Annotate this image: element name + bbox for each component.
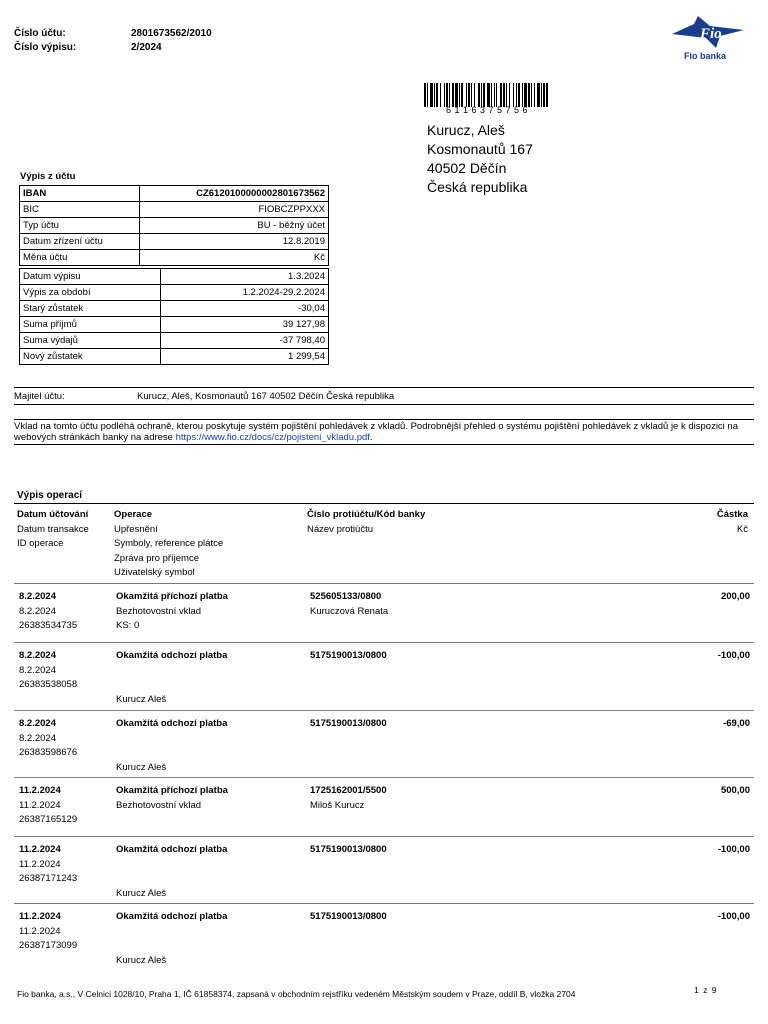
- account-info-value: FIOBCZPPXXX: [140, 202, 329, 218]
- transaction-detail-line: [116, 858, 227, 873]
- transaction-operation: [116, 910, 227, 968]
- transaction-dates: [19, 717, 77, 761]
- transaction-date: 8.2.2024: [19, 732, 56, 744]
- summary-label: Suma příjmů: [20, 317, 161, 333]
- barcode: [424, 83, 612, 107]
- transaction-type: Okamžitá příchozí platba: [116, 591, 228, 602]
- header-booking-date: Datum účtování: [17, 509, 89, 520]
- fio-logo: [670, 12, 746, 64]
- transaction-counterparty: [310, 717, 387, 732]
- account-box-title: Výpis z účtu: [20, 171, 76, 182]
- summary-label: Starý zůstatek: [20, 301, 161, 317]
- account-info-value: CZ6120100000002801673562: [140, 186, 329, 202]
- header-user-symbol: Uživatelský symbol: [114, 567, 195, 578]
- summary-value: 1 299,54: [160, 349, 328, 365]
- recipient-street: Kosmonautů 167: [427, 141, 533, 157]
- recipient-name: Kurucz, Aleš: [427, 122, 505, 138]
- account-info-value: BU - běžný účet: [140, 218, 329, 234]
- transaction-counterparty: [310, 843, 387, 858]
- account-info-label: Typ účtu: [20, 218, 140, 234]
- owner-label: Majitel účtu:: [14, 391, 65, 402]
- transaction-dates: [19, 784, 77, 828]
- transaction-detail-line: [116, 664, 227, 679]
- transaction-amount: 500,00: [720, 785, 750, 796]
- notice-top-divider: [14, 419, 754, 420]
- transaction-counter-account: 525605133/0800: [310, 591, 382, 602]
- fio-logo-icon: [670, 12, 746, 52]
- transaction-id: 26383538058: [19, 679, 78, 690]
- notice-text-end: .: [369, 432, 373, 443]
- transaction-detail-line: Bezhotovostní vklad: [116, 605, 202, 617]
- transaction-amount: 200,00: [720, 591, 750, 602]
- transaction-dates: [19, 843, 77, 887]
- deposit-insurance-notice: [14, 421, 754, 443]
- statement-summary-table: [19, 268, 329, 365]
- header-counter-account: Číslo protiúčtu/Kód banky: [307, 509, 426, 520]
- account-number-value: 2801673562/2010: [131, 28, 212, 39]
- transaction-dates: [19, 649, 77, 693]
- transaction-operation: [116, 649, 227, 707]
- transaction-detail-line: [116, 678, 227, 693]
- transaction-id: 26387173099: [19, 940, 78, 951]
- header-detail: Upřesnění: [114, 523, 158, 535]
- transaction-booking-date: 11.2.2024: [19, 911, 61, 922]
- header-message: Zpráva pro příjemce: [114, 552, 200, 564]
- summary-row: [20, 349, 329, 365]
- summary-row: [20, 333, 329, 349]
- transaction-date: 11.2.2024: [19, 858, 61, 870]
- transaction-detail-line: Bezhotovostní vklad: [116, 799, 202, 811]
- transaction-counter-account: 1725162001/5500: [310, 785, 387, 796]
- header-amount: Částka: [716, 509, 748, 520]
- transaction-booking-date: 8.2.2024: [19, 591, 56, 602]
- transaction-id: 26387165129: [19, 814, 78, 825]
- fio-logo-text: Fio: [700, 26, 722, 42]
- transaction-counterparty: [310, 649, 387, 664]
- transaction-counter-name: Miloš Kurucz: [310, 799, 365, 811]
- summary-value: -30,04: [160, 301, 328, 317]
- header-transaction-date: Datum transakce: [17, 523, 89, 535]
- account-info-row: [20, 186, 329, 202]
- page-number: 1 z 9: [694, 985, 718, 995]
- transaction-date: 8.2.2024: [19, 605, 56, 617]
- transaction-dates: [19, 590, 77, 634]
- account-info-label: Měna účtu: [20, 250, 140, 266]
- transaction-type: Okamžitá odchozí platba: [116, 650, 228, 661]
- header-col-amount: [717, 508, 748, 537]
- transaction-detail-line: [116, 732, 227, 747]
- summary-label: Výpis za období: [20, 285, 161, 301]
- summary-value: 1.2.2024-29.2.2024: [160, 285, 328, 301]
- transaction-operation: [116, 784, 228, 813]
- transaction-counter-account: 5175190013/0800: [310, 718, 387, 729]
- transaction-booking-date: 11.2.2024: [19, 785, 61, 796]
- header-col-operation: [114, 508, 223, 581]
- summary-label: Suma výdajů: [20, 333, 161, 349]
- transaction-booking-date: 11.2.2024: [19, 844, 61, 855]
- account-info-row: [20, 218, 329, 234]
- transaction-detail-line: [116, 872, 227, 887]
- transaction-amount: -100,00: [717, 844, 750, 855]
- summary-value: 1.3.2024: [160, 269, 328, 285]
- transaction-date: 11.2.2024: [19, 925, 61, 937]
- header-col-counterparty: [307, 508, 425, 537]
- transaction-type: Okamžitá příchozí platba: [116, 785, 228, 796]
- account-number-label: Číslo účtu:: [14, 28, 66, 39]
- notice-bottom-divider: [14, 444, 754, 445]
- account-info-label: Datum zřízení účtu: [20, 234, 140, 250]
- header-symbols: Symboly, reference plátce: [114, 538, 224, 549]
- recipient-city: 40502 Děčín: [427, 160, 507, 176]
- transaction-booking-date: 8.2.2024: [19, 650, 56, 661]
- recipient-address: [427, 121, 533, 197]
- header-operation: Operace: [114, 509, 153, 520]
- footer-text: Fio banka, a.s., V Celnici 1028/10, Praha 1, IČ 61858374, zapsaná v obchodním rejstříku vedeném Městským soudem v Praze, oddíl B, vložka 2704: [17, 989, 576, 999]
- statement-number-value: 2/2024: [131, 42, 162, 53]
- barcode-bars: [424, 83, 612, 107]
- account-info-value: 12.8.2019: [140, 234, 329, 250]
- operations-title: Výpis operací: [17, 490, 83, 501]
- account-info-label: BIC: [20, 202, 140, 218]
- transaction-counter-account: 5175190013/0800: [310, 844, 387, 855]
- header-operation-id: ID operace: [17, 538, 64, 549]
- transaction-detail-line: Kurucz Aleš: [116, 693, 167, 705]
- transaction-divider: [14, 777, 754, 778]
- transaction-detail-line: [116, 925, 227, 940]
- transaction-amount: -100,00: [717, 650, 750, 661]
- header-col-dates: [17, 508, 89, 552]
- transaction-type: Okamžitá odchozí platba: [116, 844, 228, 855]
- account-info-label: IBAN: [20, 186, 140, 202]
- transaction-id: 26383598676: [19, 747, 78, 758]
- transaction-counterparty: [310, 784, 387, 813]
- transaction-id: 26387171243: [19, 873, 78, 884]
- summary-row: [20, 317, 329, 333]
- operations-title-divider: [14, 503, 754, 504]
- transaction-amount: -100,00: [717, 911, 750, 922]
- header-currency: Kč: [736, 523, 748, 535]
- account-info-row: [20, 250, 329, 266]
- owner-top-divider: [14, 387, 754, 388]
- transaction-counterparty: [310, 910, 387, 925]
- owner-bottom-divider: [14, 404, 754, 405]
- transaction-date: 11.2.2024: [19, 799, 61, 811]
- summary-row: [20, 269, 329, 285]
- transaction-operation: [116, 843, 227, 901]
- transaction-detail-line: Kurucz Aleš: [116, 887, 167, 899]
- transaction-counter-account: 5175190013/0800: [310, 650, 387, 661]
- recipient-country: Česká republika: [427, 179, 528, 195]
- insurance-link[interactable]: https://www.fio.cz/docs/cz/pojisteni_vkladu.pdf: [175, 432, 370, 443]
- transaction-detail-line: [116, 746, 227, 761]
- summary-label: Nový zůstatek: [20, 349, 161, 365]
- header-counter-name: Název protiúčtu: [307, 523, 374, 535]
- transaction-counter-account: 5175190013/0800: [310, 911, 387, 922]
- transaction-divider: [14, 710, 754, 711]
- account-info-value: Kč: [140, 250, 329, 266]
- owner-value: Kurucz, Aleš, Kosmonautů 167 40502 Děčín Česká republika: [137, 391, 395, 402]
- transaction-operation: [116, 590, 228, 634]
- transaction-id: 26383534735: [19, 620, 78, 631]
- summary-value: -37 798,40: [160, 333, 328, 349]
- barcode-digits: 6 1 1 6 3 7 5 7 5 6: [446, 105, 529, 115]
- transaction-divider: [14, 642, 754, 643]
- transaction-detail-line: Kurucz Aleš: [116, 954, 167, 966]
- transaction-divider: [14, 836, 754, 837]
- statement-number-label: Číslo výpisu:: [14, 42, 77, 53]
- transaction-dates: [19, 910, 77, 954]
- transaction-type: Okamžitá odchozí platba: [116, 718, 228, 729]
- notice-text: Vklad na tomto účtu podléhá ochraně, kterou poskytuje systém pojištění pohledávek z vkladů. Podrobnější přehled o systému pojištění pohledávek z vkladů je k dispozici na webových stránkách banky na adrese: [14, 421, 739, 443]
- transaction-counter-name: Kuruczová Renata: [310, 605, 389, 617]
- summary-row: [20, 285, 329, 301]
- account-info-row: [20, 202, 329, 218]
- transaction-counterparty: [310, 590, 388, 619]
- transaction-divider: [14, 583, 754, 584]
- transaction-date: 8.2.2024: [19, 664, 56, 676]
- fio-bank-name: Fio banka: [684, 51, 727, 61]
- transaction-operation: [116, 717, 227, 775]
- summary-row: [20, 301, 329, 317]
- summary-value: 39 127,98: [160, 317, 328, 333]
- transaction-detail-line: Kurucz Aleš: [116, 761, 167, 773]
- transaction-booking-date: 8.2.2024: [19, 718, 56, 729]
- summary-label: Datum výpisu: [20, 269, 161, 285]
- transaction-amount: -69,00: [723, 718, 750, 729]
- transaction-detail-line: KS: 0: [116, 620, 140, 631]
- account-info-table: [19, 185, 329, 266]
- transaction-type: Okamžitá odchozí platba: [116, 911, 228, 922]
- account-info-row: [20, 234, 329, 250]
- transaction-detail-line: [116, 939, 227, 954]
- transaction-divider: [14, 903, 754, 904]
